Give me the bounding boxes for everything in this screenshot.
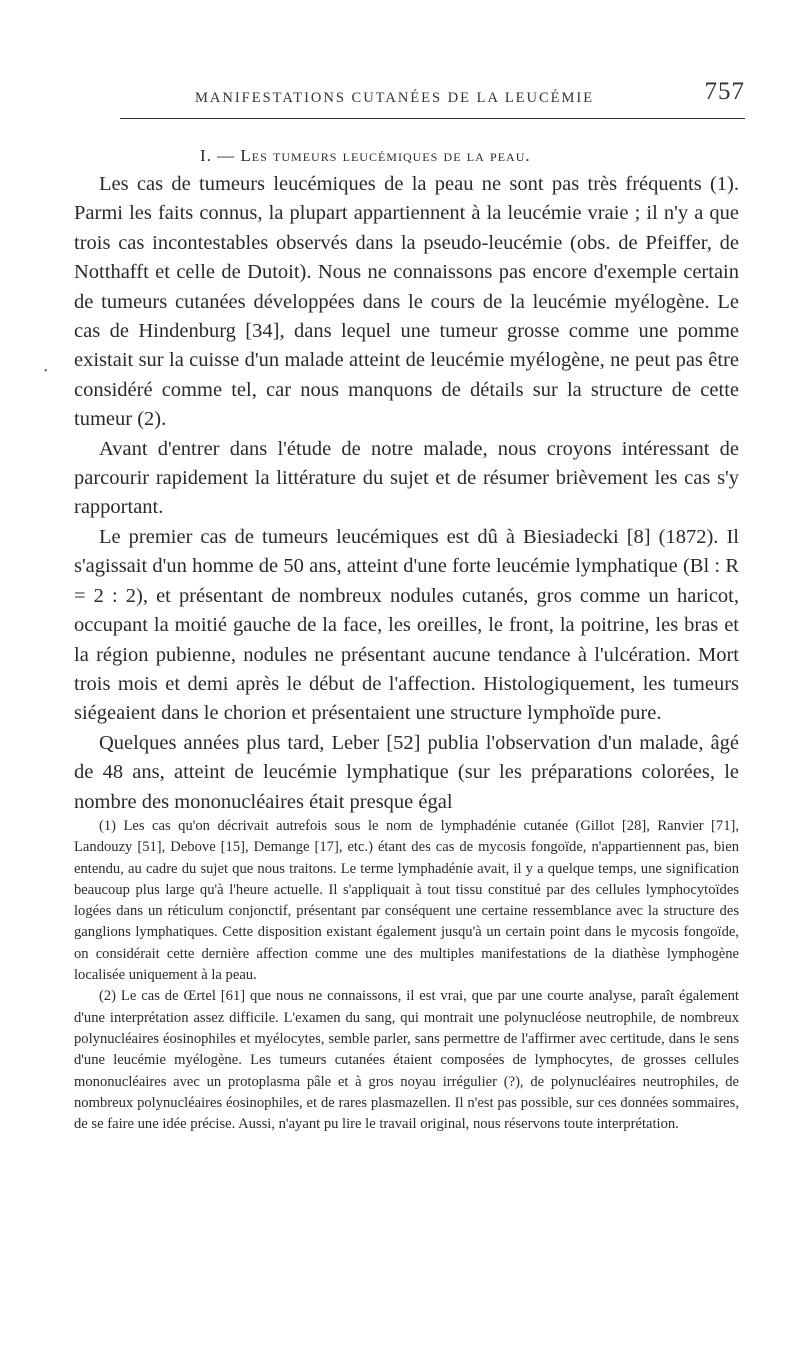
paragraph: Quelques années plus tard, Leber [52] publia l'observation d'un malade, âgé de 48 ans, atteint de leucémie lymphatique (sur les préparations colorées, le nombre des mononucléaires était presque égal: [74, 731, 739, 813]
section-heading: [200, 146, 531, 166]
footnotes: [74, 816, 739, 1135]
paragraph: Le premier cas de tumeurs leucémiques est dû à Biesiadecki [8] (1872). Il s'agissait d'un homme de 50 ans, atteint d'une forte leucémie lymphatique (Bl : R = 2 : 2), et présentant de nombreux nodules cutanés, gros comme un haricot, occupant la moitié gauche de la face, les oreilles, le front, la poitrine, les bras et la région pubienne, nodules ne présentant aucune tendance à l'ulcération. Mort trois mois et demi après le début de l'affection. Histologiquement, les tumeurs siégeaient dans le chorion et présentaient une structure lymphoïde pure.: [74, 525, 739, 725]
paragraph: Avant d'entrer dans l'étude de notre malade, nous croyons intéressant de parcourir rapidement la littérature du sujet et de résumer brièvement les cas s'y rapportant.: [74, 437, 739, 519]
body-text: [74, 170, 739, 817]
footnote-1: (1) Les cas qu'on décrivait autrefois sous le nom de lymphadénie cutanée (Gillot [28], Ranvier [71], Landouzy [51], Debove [15], Demange [17], etc.) étant des cas de mycosis fongoïde, n'appartiennent pas, bien entendu, au cadre du sujet que nous traitons. Le terme lymphadénie avait, il y a quelque temps, une signification beaucoup plus large qu'à l'heure actuelle. Il s'appliquait à tout tissu constitué par des cellules lymphocytoïdes logées dans un réticulum conjonctif, présentant par conséquent une certaine ressemblance avec la structure des ganglions lymphatiques. Cette disposition existant également jusqu'à un certain point dans le mycosis fongoïde, on considérait cette dernière affection comme une des multiples manifestations de la diathèse lymphogène localisée uniquement à la peau.: [74, 818, 739, 984]
margin-mark: •: [44, 366, 48, 377]
footnote-2: (2) Le cas de Œrtel [61] que nous ne connaissons, il est vrai, que par une courte analyse, paraît également d'une interprétation assez difficile. L'examen du sang, qui montrait une polynucléose neutrophile, de nombreux polynucléaires éosinophiles et myélocytes, semble parler, sans permettre de l'affirmer avec certitude, dans le sens d'une leucémie myélogène. Les tumeurs cutanées étaient composées de lymphocytes, de grosses cellules mononucléaires avec un protoplasma pâle et à gros noyau irrégulier (?), de polynucléaires neutrophiles, de nombreux polynucléaires éosinophiles, et de rares plasmazellen. Il n'est pas possible, sur ces données sommaires, de se faire une idée précise. Aussi, n'ayant pu lire le travail original, nous réservons toute interprétation.: [74, 988, 739, 1133]
running-header: [120, 78, 745, 119]
paragraph: Les cas de tumeurs leucémiques de la peau ne sont pas très fréquents (1). Parmi les faits connus, la plupart appartiennent à la leucémie vraie ; il n'y a que trois cas incontestables observés dans la pseudo-leucémie (obs. de Pfeiffer, de Notthafft et celle de Dutoit). Nous ne connaissons pas encore d'exemple certain de tumeurs cutanées développées dans le cours de la leucémie myélogène. Le cas de Hindenburg [34], dans lequel une tumeur grosse comme une pomme existait sur la cuisse d'un malade atteint de leucémie myélogène, ne peut pas être considéré comme tel, car nous manquons de détails sur la structure de cette tumeur (2).: [74, 173, 739, 431]
section-title: Les tumeurs leucémiques de la peau.: [240, 146, 531, 165]
page-number: 757: [704, 78, 745, 105]
running-title: MANIFESTATIONS CUTANÉES DE LA LEUCÉMIE: [195, 90, 595, 106]
section-numeral: I. —: [200, 146, 236, 165]
